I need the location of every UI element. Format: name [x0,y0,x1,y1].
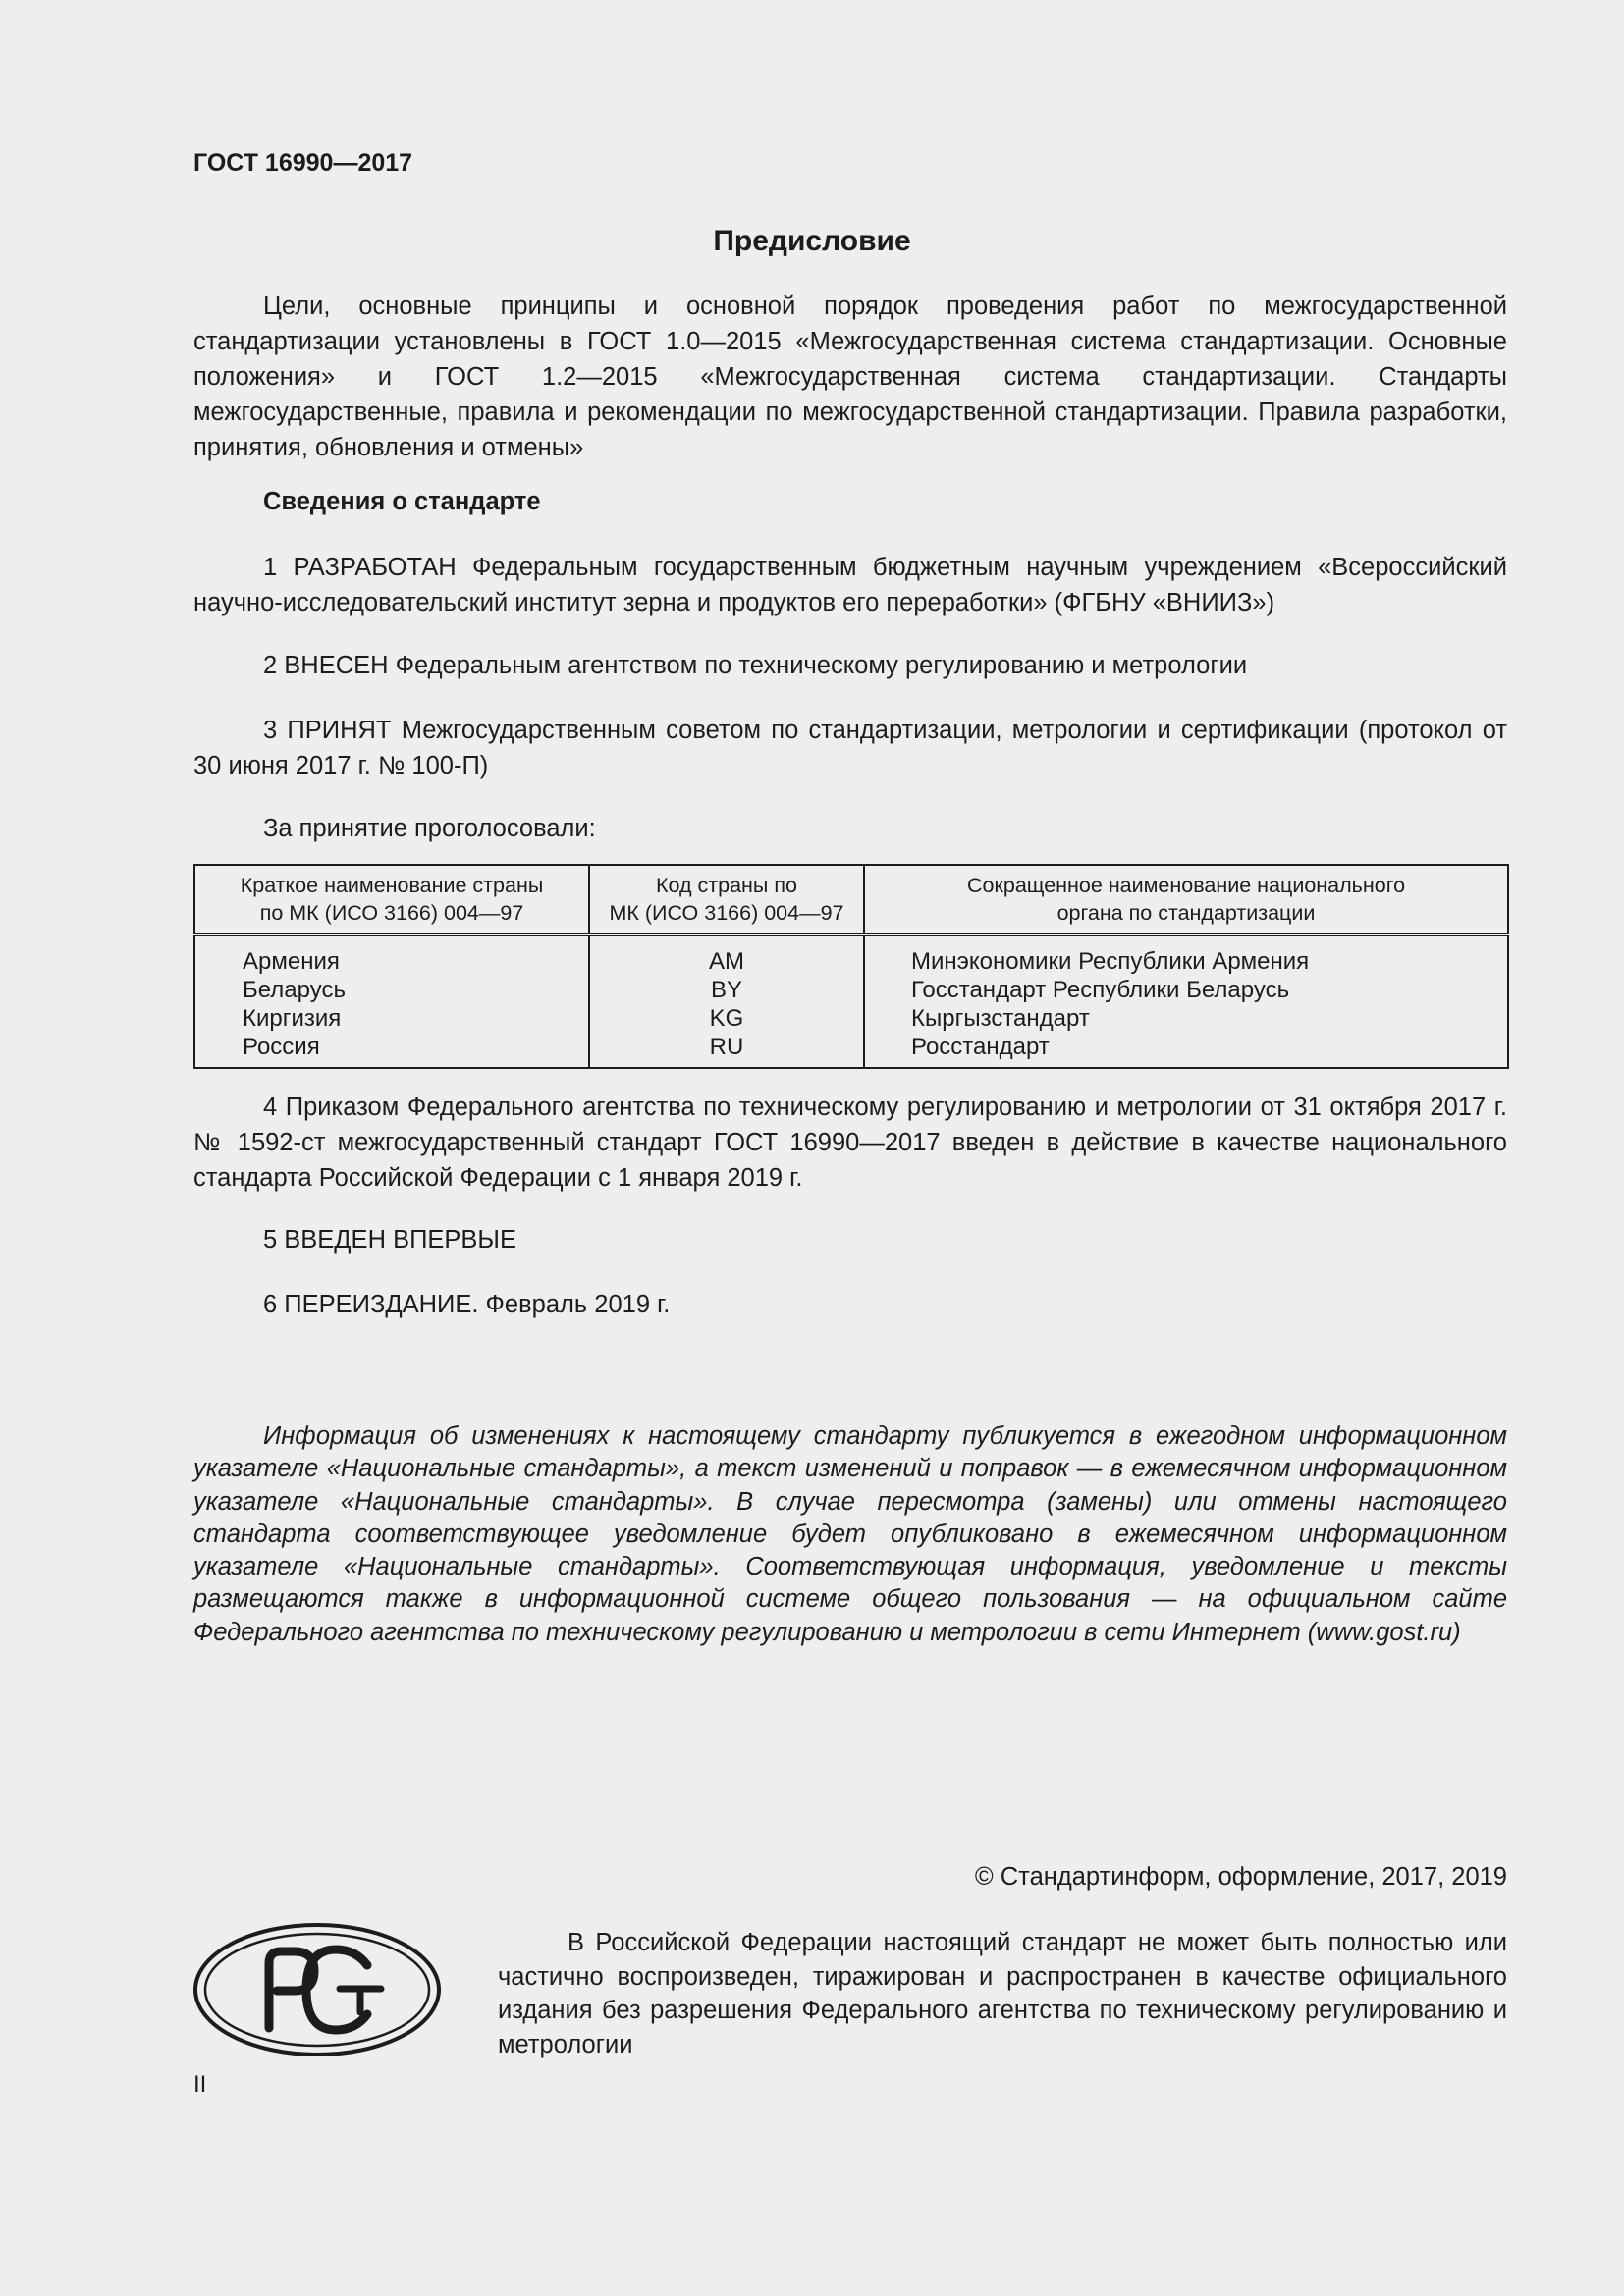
header-country-line-1: Краткое наименование страны [240,874,544,897]
country-column [194,934,589,1068]
body-column [864,934,1508,1068]
notice-paragraph: Информация об изменениях к настоящему стандарту публикуется в ежегодном информационном указателе «Национальные стандарты», а текст изменений и поправок — в ежемесячном информационном указателе «Национальные стандарты». В случае пересмотра (замены) или отмены настоящего стандарта соответствующее уведомление будет опубликовано в ежемесячном информационном указателе «Национальные стандарты». Соответствующая информация, уведомление и тексты размещаются также в информационной системе общего пользования — на официальном сайте Федерального агентства по техническому регулированию и метрологии в сети Интернет (www.gost.ru) [193,1422,1507,1646]
rst-logo-icon [192,1922,442,2057]
body-cell: Росстандарт [911,1034,1050,1060]
intro-paragraph: Цели, основные принципы и основной порядок проведения работ по межгосударственной стандартизации установлены в ГОСТ 1.0—2015 «Межгосударственная система стандартизации. Основные положения» и ГОСТ 1.2—2015 «Межгосударственная система стандартизации. Стандарты межгосударственные, правила и рекомендации по межгосударственной стандартизации. Правила разработки, принятия, обновления и отмены» [193,293,1507,461]
header-body [864,865,1508,934]
header-country [194,865,589,934]
code-cell: BY [710,977,742,1003]
header-code-line-2: МК (ИСО 3166) 004—97 [609,901,844,925]
body-cell: Минэкономики Республики Армения [911,948,1310,975]
item-3: 3 ПРИНЯТ Межгосударственным советом по стандартизации, метрологии и сертификации (протокол от 30 июня 2017 г. № 100-П) [193,717,1507,779]
document-code: ГОСТ 16990—2017 [193,149,413,177]
body-cell: Госстандарт Республики Беларусь [911,977,1290,1003]
code-column [589,934,864,1068]
header-code-line-1: Код страны по [656,874,797,897]
header-country-line-2: по МК (ИСО 3166) 004—97 [259,901,524,925]
table-body-row [194,934,1508,1068]
item-4: 4 Приказом Федерального агентства по техническому регулированию и метрологии от 31 октября 2017 г. № 1592-ст межгосударственный стандарт ГОСТ 16990—2017 введен в действие в качестве национального стандарта Российской Федерации с 1 января 2019 г. [193,1094,1507,1192]
table-header-row [194,865,1508,934]
country-cell: Киргизия [243,1005,342,1032]
page-number: II [193,2071,207,2098]
voted-label: За принятие проголосовали: [263,815,596,842]
item-1: 1 РАЗРАБОТАН Федеральным государственным бюджетным научным учреждением «Всероссийский научно-исследовательский институт зерна и продуктов его переработки» (ФГБНУ «ВНИИЗ») [193,554,1507,616]
code-cell: RU [709,1034,744,1060]
copyright-line: © Стандартинформ, оформление, 2017, 2019 [974,1863,1507,1891]
item-6: 6 ПЕРЕИЗДАНИЕ. Февраль 2019 г. [263,1291,671,1318]
body-cell: Кыргызстандарт [911,1005,1090,1032]
page-title: Предисловие [713,225,911,257]
info-heading: Сведения о стандарте [263,488,541,515]
country-cell: Армения [243,948,340,975]
country-cell: Беларусь [243,977,346,1003]
header-body-line-2: органа по стандартизации [1056,901,1316,925]
code-cell: KG [709,1005,744,1032]
header-code [589,865,864,934]
item-5: 5 ВВЕДЕН ВПЕРВЫЕ [263,1226,517,1254]
code-cell: AM [709,948,744,975]
item-2: 2 ВНЕСЕН Федеральным агентством по техническому регулированию и метрологии [263,652,1248,679]
rights-paragraph: В Российской Федерации настоящий стандарт не может быть полностью или частично воспроизведен, тиражирован и распространен в качестве официального издания без разрешения Федерального агентства по техническому регулированию и метрологии [498,1929,1507,2058]
votes-table [193,864,1509,1069]
header-body-line-1: Сокращенное наименование национального [966,874,1406,897]
country-cell: Россия [243,1034,320,1060]
